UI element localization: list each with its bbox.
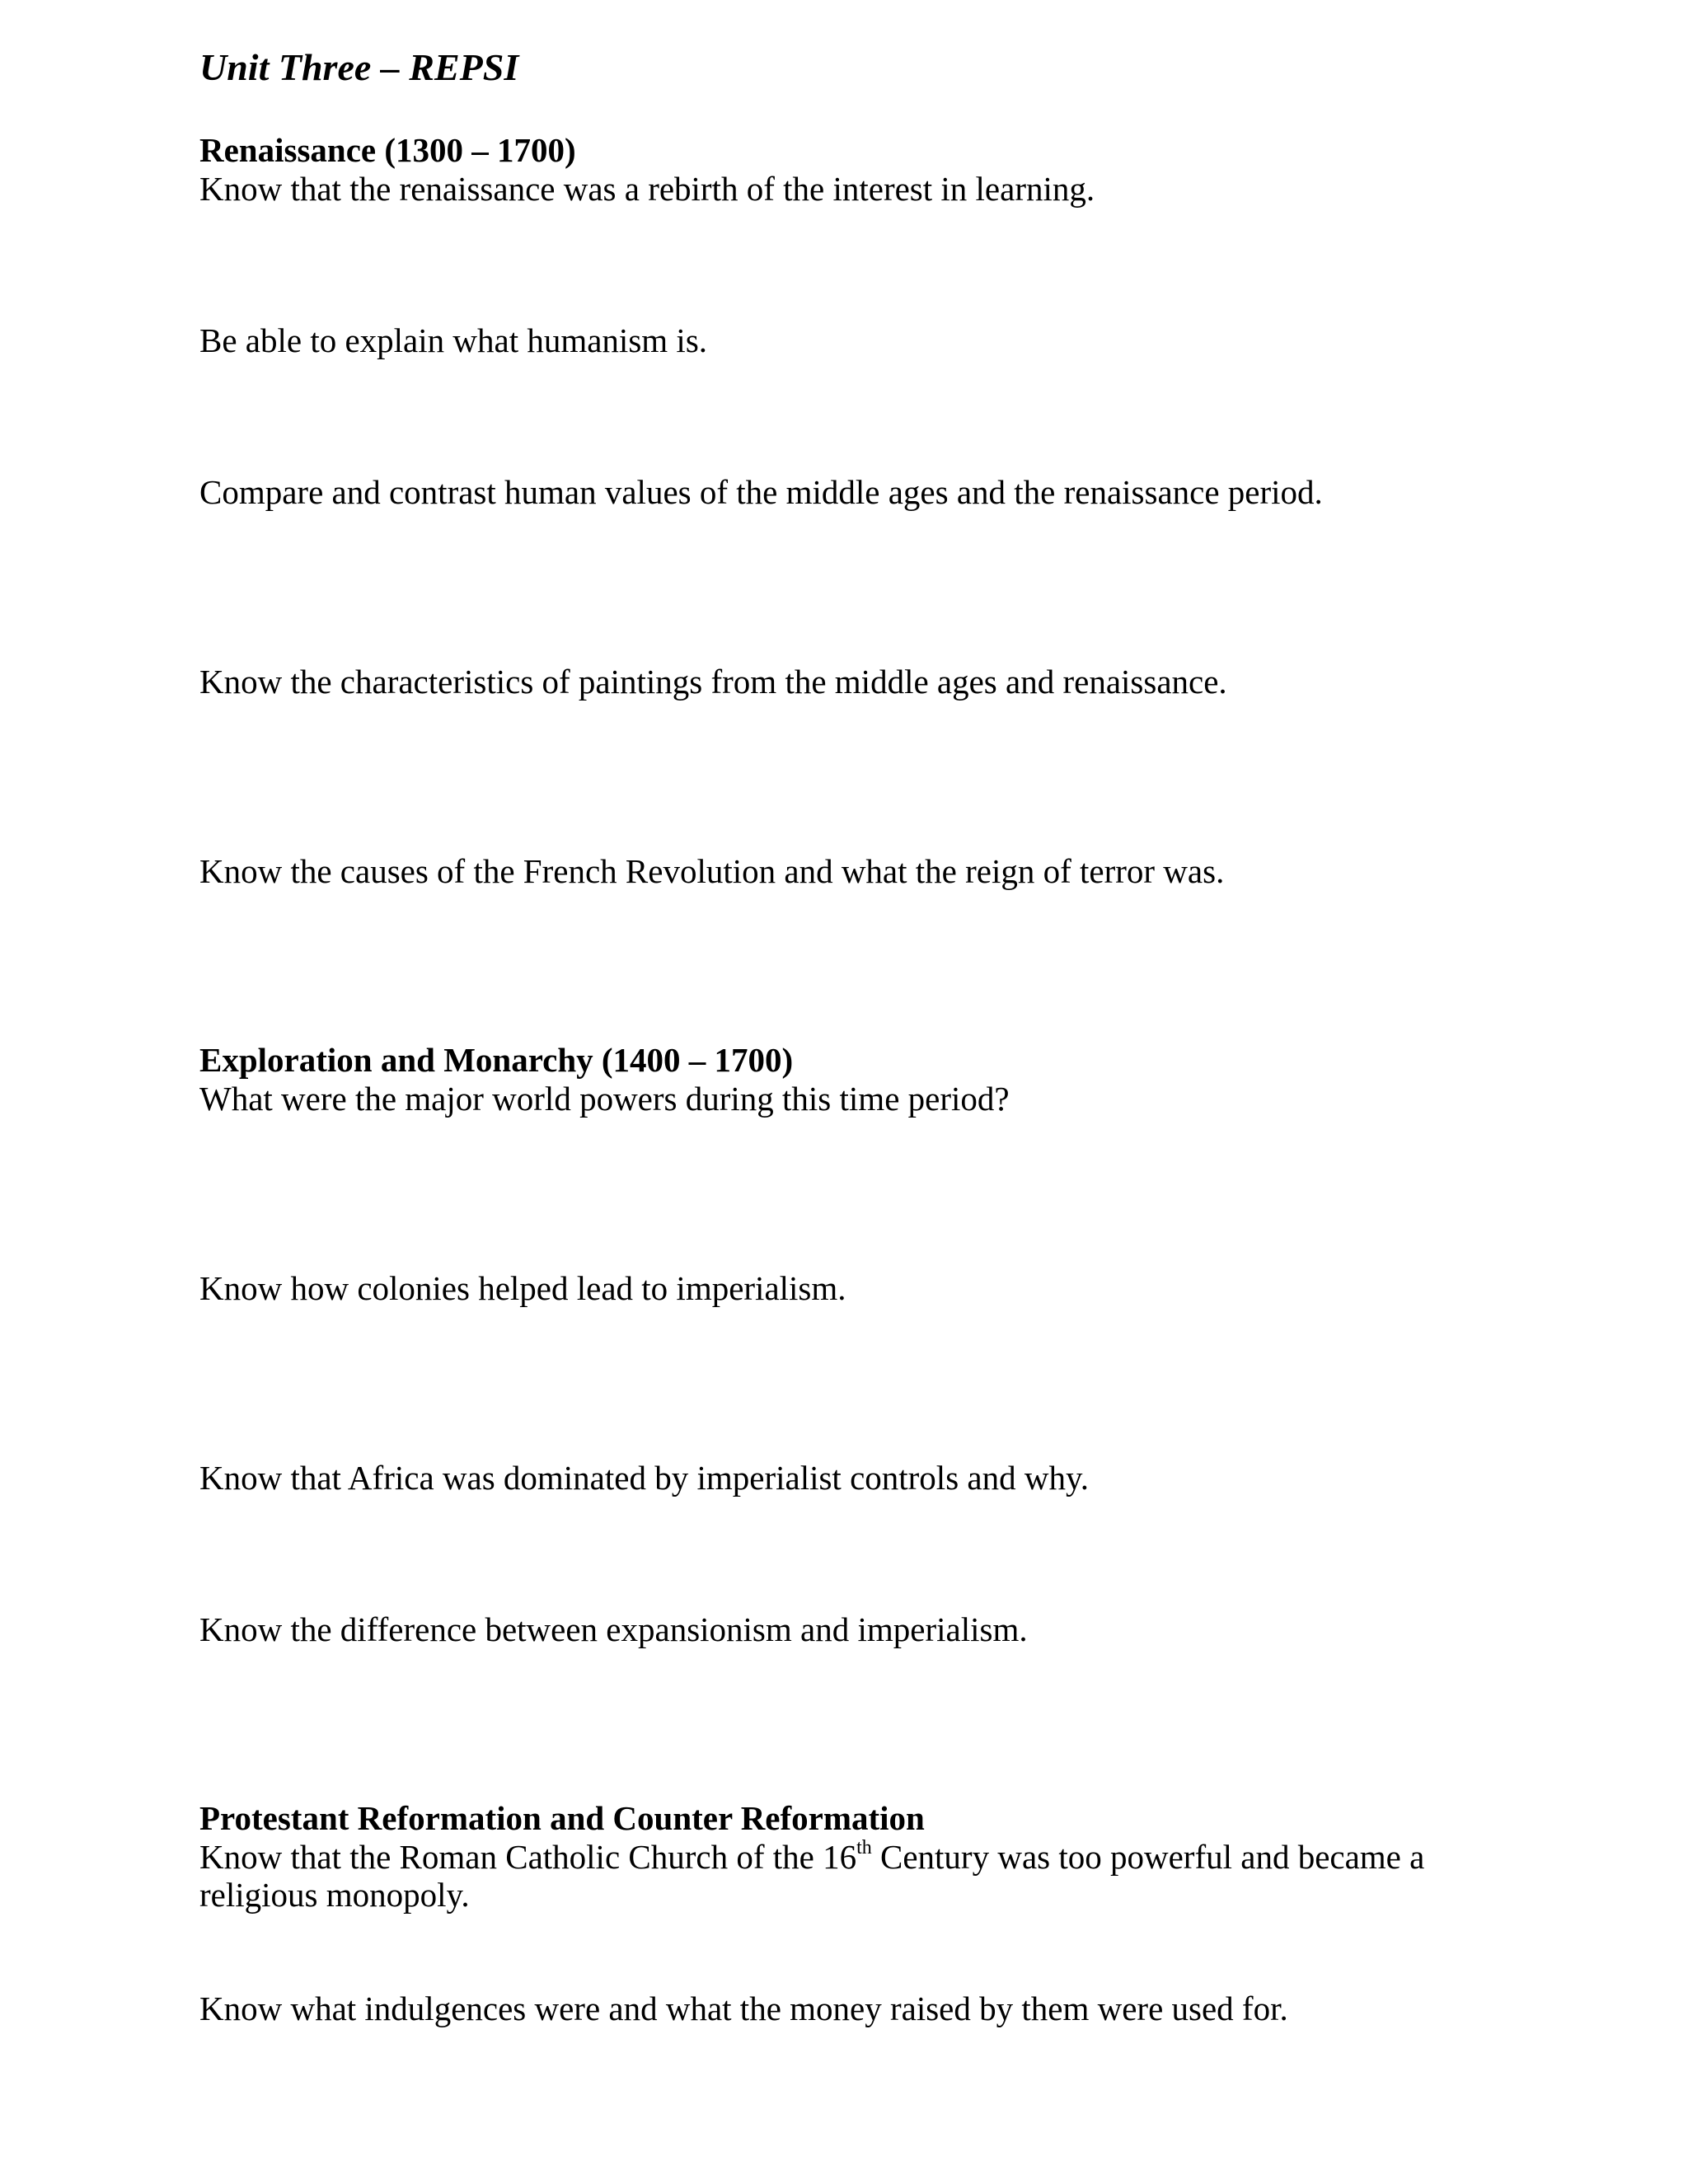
item-human-values: Compare and contrast human values of the middle ages and the renaissance period.	[199, 473, 1323, 511]
page-title: Unit Three – REPSI	[199, 46, 519, 88]
item-catholic-church-continued: religious monopoly.	[199, 1876, 470, 1914]
item-colonies: Know how colonies helped lead to imperialism.	[199, 1269, 846, 1307]
item-catholic-church-text-a: Know that the Roman Catholic Church of the 16	[199, 1838, 857, 1876]
item-catholic-church	[199, 1837, 1424, 1877]
item-world-powers: What were the major world powers during this time period?	[199, 1080, 1010, 1118]
item-catholic-church-text-b: Century was too powerful and became a	[871, 1838, 1425, 1876]
item-paintings: Know the characteristics of paintings from the middle ages and renaissance.	[199, 663, 1227, 701]
section-heading-exploration: Exploration and Monarchy (1400 – 1700)	[199, 1041, 794, 1079]
item-expansionism: Know the difference between expansionism and imperialism.	[199, 1610, 1028, 1648]
item-africa: Know that Africa was dominated by imperialist controls and why.	[199, 1459, 1090, 1497]
section-heading-renaissance: Renaissance (1300 – 1700)	[199, 131, 576, 169]
item-french-revolution: Know the causes of the French Revolution and what the reign of terror was.	[199, 852, 1225, 890]
item-indulgences: Know what indulgences were and what the money raised by them were used for.	[199, 1990, 1288, 2027]
item-rebirth-of-learning: Know that the renaissance was a rebirth of the interest in learning.	[199, 170, 1095, 208]
section-heading-reformation: Protestant Reformation and Counter Reformation	[199, 1799, 925, 1837]
ordinal-superscript: th	[856, 1837, 872, 1858]
item-humanism: Be able to explain what humanism is.	[199, 321, 708, 359]
